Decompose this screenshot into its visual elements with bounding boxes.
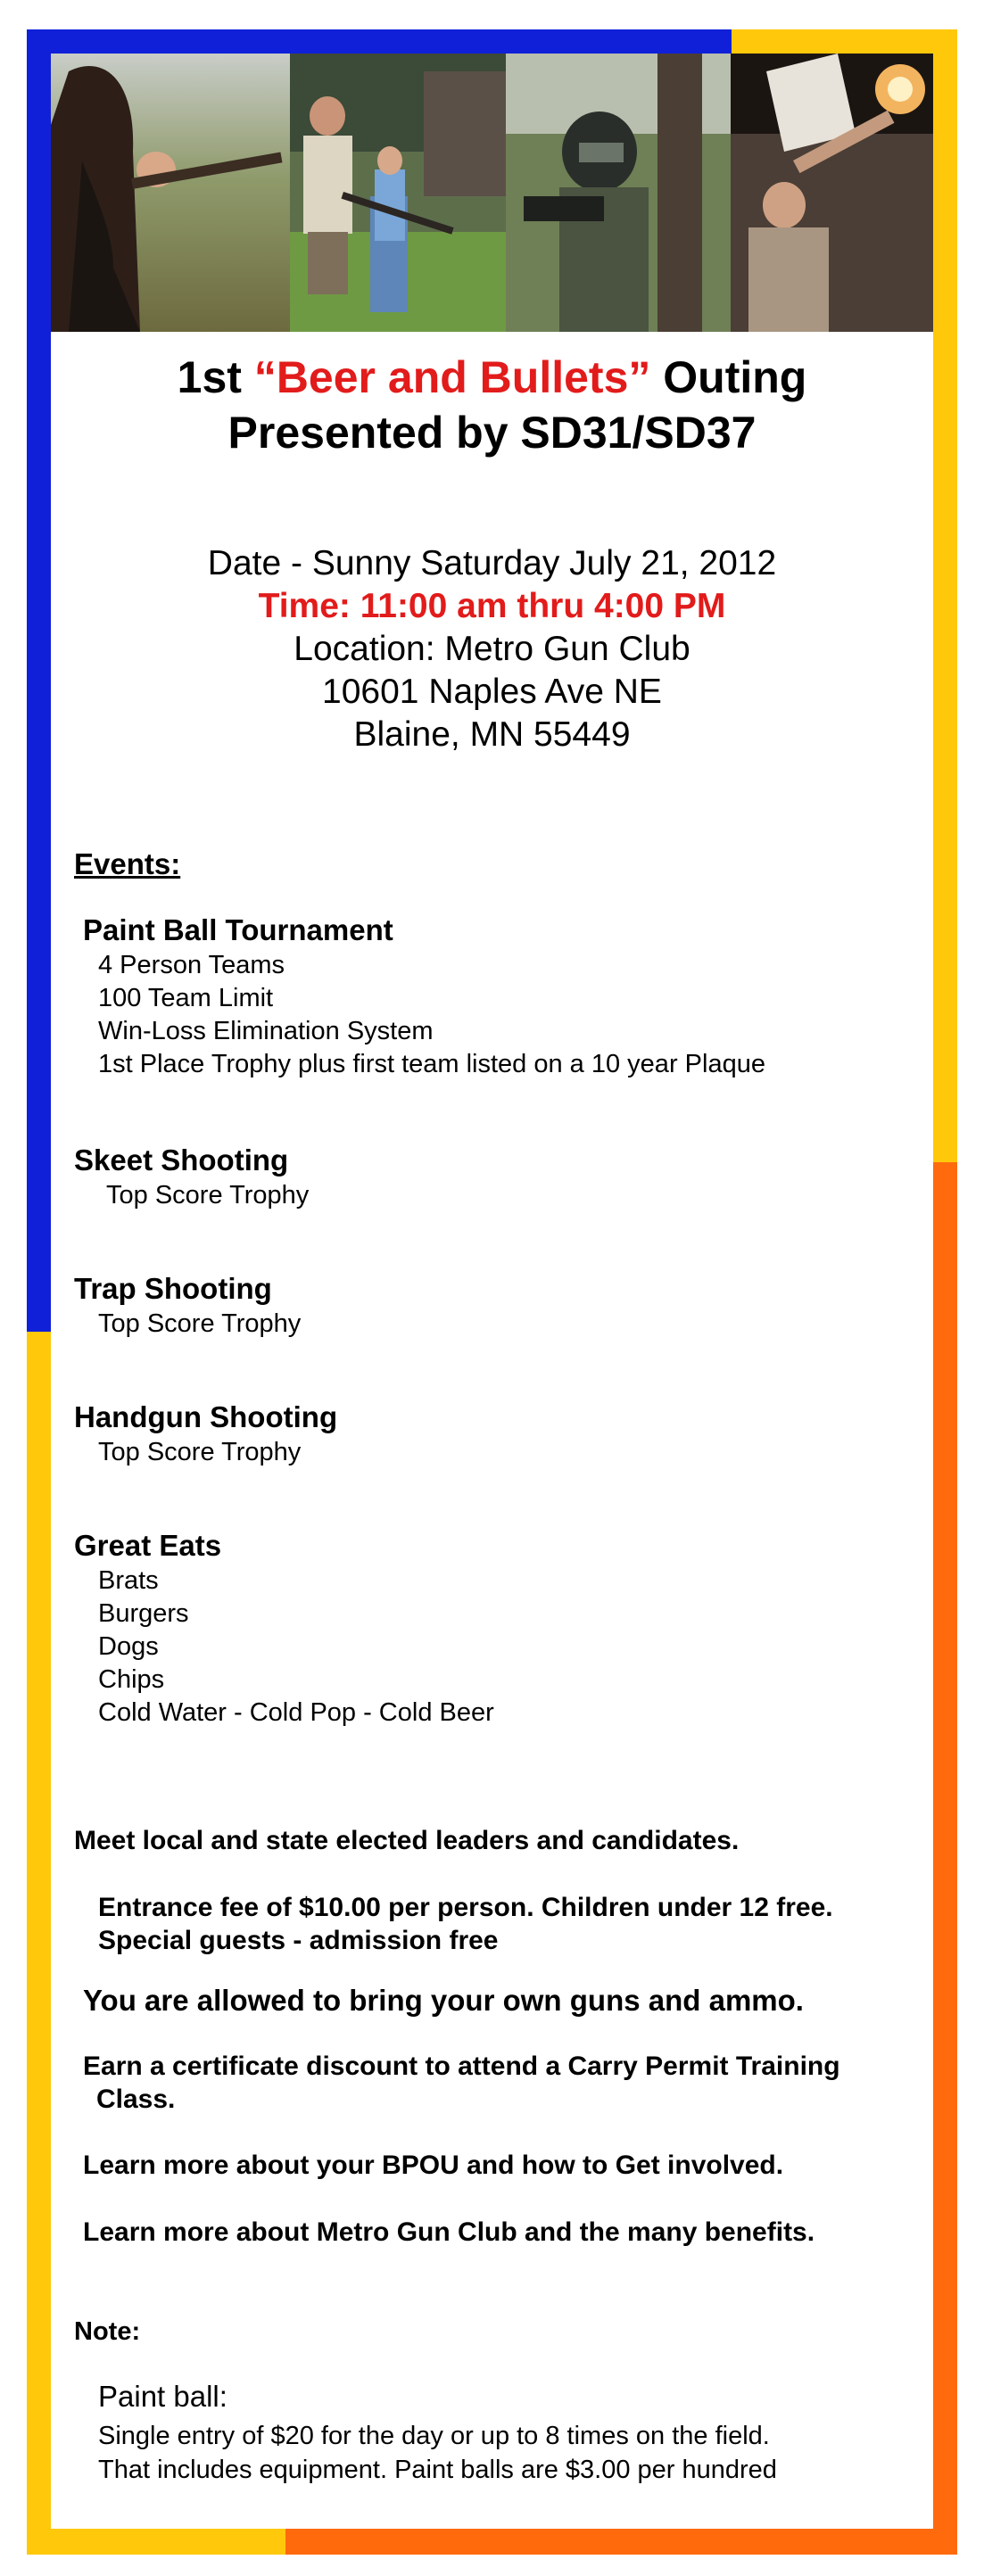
border-bottom-orange bbox=[285, 2529, 957, 2555]
list-item: Dogs bbox=[98, 1632, 159, 1661]
man-and-boy-shooting-photo bbox=[290, 54, 506, 332]
paintball-heading: Paint Ball Tournament bbox=[83, 913, 393, 946]
note-line-2: That includes equipment. Paint balls are $3.00 per hundred bbox=[98, 2456, 777, 2484]
list-item: Win-Loss Elimination System bbox=[98, 1017, 434, 1045]
trap-heading: Trap Shooting bbox=[74, 1272, 272, 1305]
woman-with-shotgun-photo bbox=[51, 54, 290, 332]
skeet-item: Top Score Trophy bbox=[106, 1181, 310, 1210]
metro-gun-club-line: Learn more about Metro Gun Club and the many benefits. bbox=[83, 2217, 815, 2247]
events-heading: Events: bbox=[74, 847, 181, 880]
list-item: 4 Person Teams bbox=[98, 951, 285, 979]
border-right-orange bbox=[933, 1162, 957, 2555]
eats-list bbox=[98, 1565, 494, 1730]
title-line-2: Presented by SD31/SD37 bbox=[227, 408, 757, 458]
list-item: Chips bbox=[98, 1665, 165, 1694]
border-right-yellow bbox=[933, 29, 957, 1162]
list-item: 100 Team Limit bbox=[98, 984, 274, 1012]
list-item: Brats bbox=[98, 1566, 159, 1595]
border-left-blue bbox=[27, 29, 51, 1332]
event-city: Blaine, MN 55449 bbox=[353, 715, 631, 754]
list-item: Burgers bbox=[98, 1599, 189, 1628]
title-line-1: 1st “Beer and Bullets” Outing bbox=[177, 352, 807, 402]
event-time: Time: 11:00 am thru 4:00 PM bbox=[258, 587, 726, 625]
event-name-highlight: “Beer and Bullets” bbox=[253, 352, 651, 402]
list-item: Cold Water - Cold Pop - Cold Beer bbox=[98, 1698, 494, 1727]
bring-guns-line: You are allowed to bring your own guns and ammo. bbox=[83, 1984, 804, 2017]
certificate-line-1: Earn a certificate discount to attend a Carry Permit Training bbox=[83, 2052, 840, 2081]
event-info bbox=[51, 542, 933, 756]
event-title bbox=[51, 350, 933, 460]
special-guests-line: Special guests - admission free bbox=[98, 1926, 499, 1955]
indoor-range-shooter-photo bbox=[731, 54, 933, 332]
paintball-list bbox=[98, 949, 765, 1081]
skeet-heading: Skeet Shooting bbox=[74, 1144, 289, 1177]
handgun-item: Top Score Trophy bbox=[98, 1438, 302, 1466]
event-date: Date - Sunny Saturday July 21, 2012 bbox=[207, 544, 777, 582]
paintball-player-photo bbox=[506, 54, 731, 332]
eats-heading: Great Eats bbox=[74, 1529, 222, 1562]
note-heading: Note: bbox=[74, 2317, 141, 2346]
border-top-blue bbox=[27, 29, 732, 54]
handgun-heading: Handgun Shooting bbox=[74, 1400, 338, 1433]
bpou-line: Learn more about your BPOU and how to Get involved. bbox=[83, 2151, 784, 2180]
list-item: 1st Place Trophy plus first team listed on a 10 year Plaque bbox=[98, 1050, 765, 1078]
border-left-yellow bbox=[27, 1332, 51, 2555]
trap-item: Top Score Trophy bbox=[98, 1309, 302, 1338]
certificate-line-2: Class. bbox=[96, 2085, 176, 2114]
event-location: Location: Metro Gun Club bbox=[294, 630, 690, 668]
photo-strip bbox=[51, 54, 933, 332]
entrance-fee-line: Entrance fee of $10.00 per person. Children under 12 free. bbox=[98, 1893, 833, 1922]
note-paintball-label: Paint ball: bbox=[98, 2380, 227, 2413]
border-bottom-yellow bbox=[27, 2529, 285, 2555]
border-top-yellow bbox=[732, 29, 957, 54]
flyer-body bbox=[51, 332, 933, 2529]
meet-leaders-line: Meet local and state elected leaders and candidates. bbox=[74, 1826, 740, 1855]
event-address: 10601 Naples Ave NE bbox=[322, 673, 662, 711]
note-line-1: Single entry of $20 for the day or up to 8 times on the field. bbox=[98, 2422, 770, 2450]
